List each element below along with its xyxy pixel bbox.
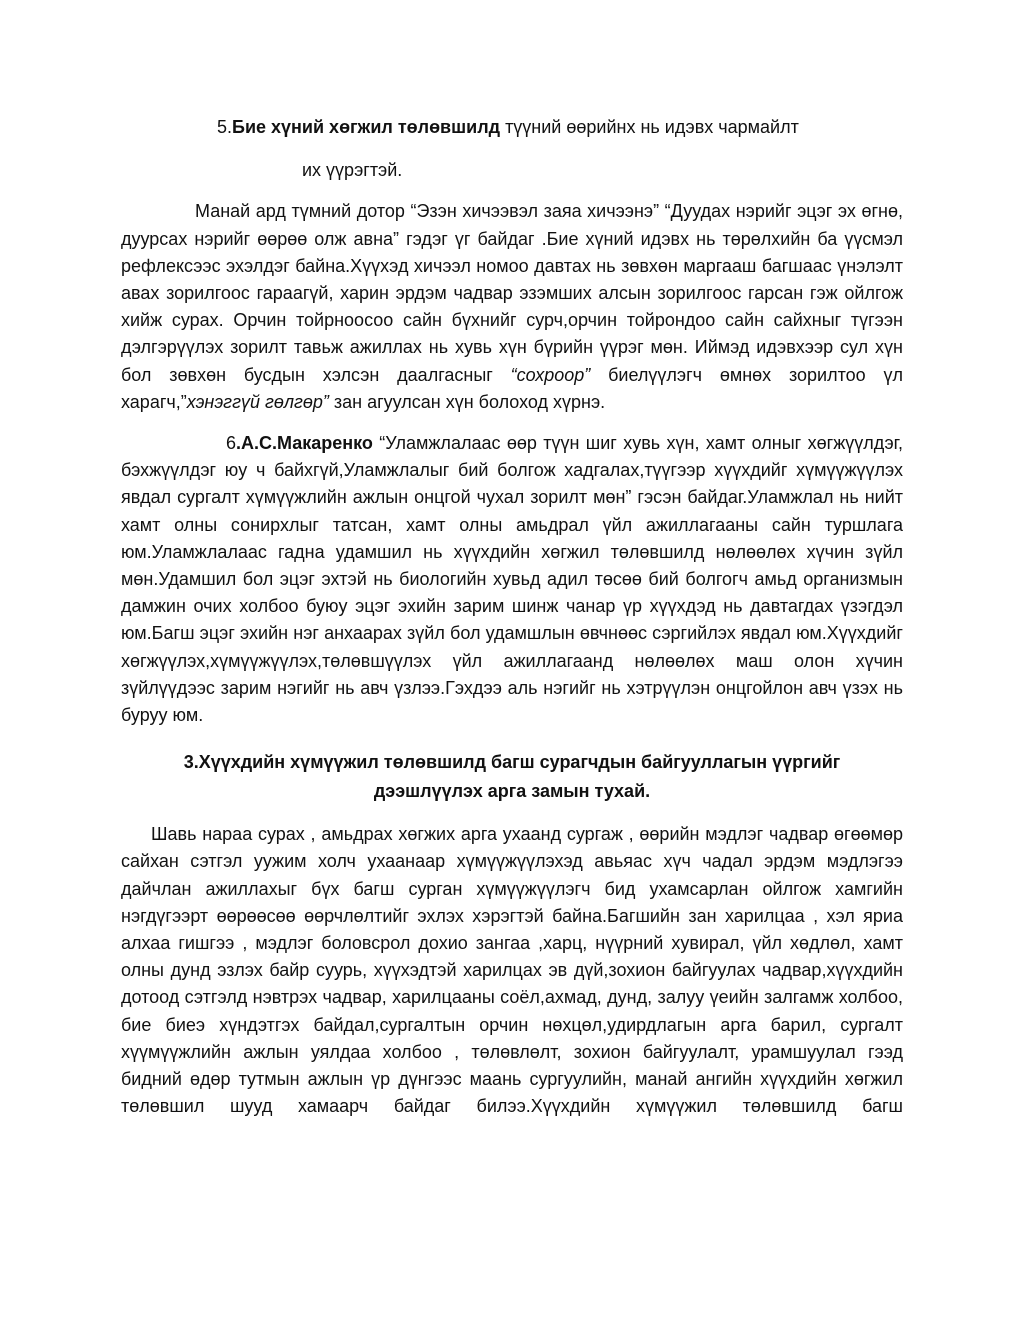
section-5-title-bold: Бие хүний хөгжил төлөвшилд	[232, 117, 501, 137]
paragraph-manai	[121, 198, 903, 416]
paragraph-manai-text-b: биелүүлэгч өмнөх зорилтоо үл харагч,”	[121, 364, 903, 412]
section-6-number: 6	[226, 433, 237, 454]
section-3-heading-line2: дээшлүүлэх арга замын тухай.	[373, 781, 651, 802]
paragraph-makarenko	[121, 430, 903, 729]
paragraph-manai-text-c: зан агуулсан хүн болоход хүрнэ.	[328, 391, 606, 412]
section-5-title-rest: түүний өөрийнх нь идэвх чармайлт	[500, 117, 799, 137]
paragraph-shav: Шавь нараа сурах , амьдрах хөгжих арга ухаанд сургаж , өөрийн мэдлэг чадвар өгөөмөр сайхан сэтгэл уужим холч ухаанаар хүмүүжүүлэхэд авьяас хүч чадал эрдэм мэдлэгээ дайчлан ажиллахыг бүх багш сурган хүмүүжүүлэгч бид ухамсарлан ойлгож хамгийн нэгдүгээрт өөрөөсөө өөрчлөлтийг эхлэх хэрэгтэй байна.Багшийн зан харилцаа , хэл яриа алхаа гишгээ , мэдлэг боловсрол дохио зангаа ,харц, нүүрний хувирал, үйл хөдлөл, хамт олны дунд эзлэх байр суурь, хүүхэдтэй харилцах эв дүй,зохион байгуулах чадвар,хүүхдийн дотоод сэтгэлд нэвтрэх чадвар, харилцааны соёл,ахмад, дунд, залуу үеийн залгамж холбоо, бие биеэ хүндэтгэх байдал,сургалтын орчин нөхцөл,удирдлагын арга барил, сургалт хүүмүүжлийн ажлын уялдаа холбоо , төлөвлөлт, зохион байгуулалт, урамшуулал гээд бидний өдөр тутмын ажлын үр дүнгээс маань сургуулийн, манай ангийн хүүхдийн хөгжил төлөвшил шууд хамаарч байдаг билээ.Хүүхдийн хүмүүжил төлөвшилд багш	[121, 824, 903, 1117]
section-5-number: 5.	[217, 117, 233, 137]
section-5-heading-line2: их үүрэгтэй.	[302, 160, 403, 181]
section-6-author: .А.С.Макаренко	[236, 433, 373, 454]
section-3-heading	[121, 748, 903, 806]
section-3-heading-line1: 3.Хүүхдийн хүмүүжил төлөвшилд багш сурагчдын байгууллагын үүргийг	[183, 752, 841, 773]
section-5-heading	[121, 114, 903, 141]
paragraph-manai-italic-b: хэнэггүй гөлгөр”	[186, 391, 329, 412]
paragraph-manai-italic-a: “сохроор”	[510, 364, 591, 385]
section-6-text: “Уламжлалаас өөр түүн шиг хувь хүн, хамт олныг хөгжүүлдэг, бэхжүүлдэг юу ч байхгүй,Уламжлалыг бий болгож хадгалах,түүгээр хүүхдийг хүмүүжүүлэх явдал сургалт хүмүүжлийн ажлын онцгой чухал зорилт мөн” гэсэн байдаг.Уламжлал нь нийт хамт олны сонирхлыг татсан, хамт олны амьдрал үйл ажиллагааны сайн туршлага юм.Уламжлалаас гадна удамшил нь хүүхдийн хөгжил төлөвшилд нөлөөлөх хүчин зүйл мөн.Удамшил бол эцэг эхтэй нь биологийн хувьд адил төсөө бий болгогч амьд организмын дамжин очих холбоо буюу эцэг эхийн зарим шинж чанар үр хүүхдэд нь давтагдах үзэгдэл юм.Багш эцэг эхийн нэг анхаарах зүйл бол удамшлын өвчнөөс сэргийлэх явдал юм.Хүүхдийг хөгжүүлэх,хүмүүжүүлэх,төлөвшүүлэх үйл ажиллагаанд нөлөөлөх маш олон хүчин зүйлүүдээс зарим нэгийг нь авч үзлээ.Гэхдээ аль нэгийг нь хэтрүүлэн онцгойлон авч үзэх нь буруу юм.	[121, 433, 903, 726]
paragraph-manai-text-a: Манай ард түмний дотор “Эзэн хичээвэл заяа хичээнэ” “Дуудах нэрийг эцэг эх өгнө, дуурсах нэрийг өөрөө олж авна” гэдэг үг байдаг .Бие хүний идэвх нь төрөлхийн ба үүсмэл рефлексээс эхэлдэг байна.Хүүхэд хичээл номоо давтах нь зөвхөн маргааш багшаас үнэлэлт авах зорилгоос гараагүй, харин эрдэм чадвар эзэмших алсын зорилгоос гарсан гэж ойлгож хийж сурах. Орчин тойрноосоо сайн бүхнийг сурч,орчин тойрондоо сайн сайхныг түгээн дэлгэрүүлэх зорилт тавьж ажиллах нь хувь хүн бүрийн үүрэг мөн. Иймэд идэвхээр сул хүн бол зөвхөн бусдын хэлсэн даалгасныг	[121, 201, 903, 385]
